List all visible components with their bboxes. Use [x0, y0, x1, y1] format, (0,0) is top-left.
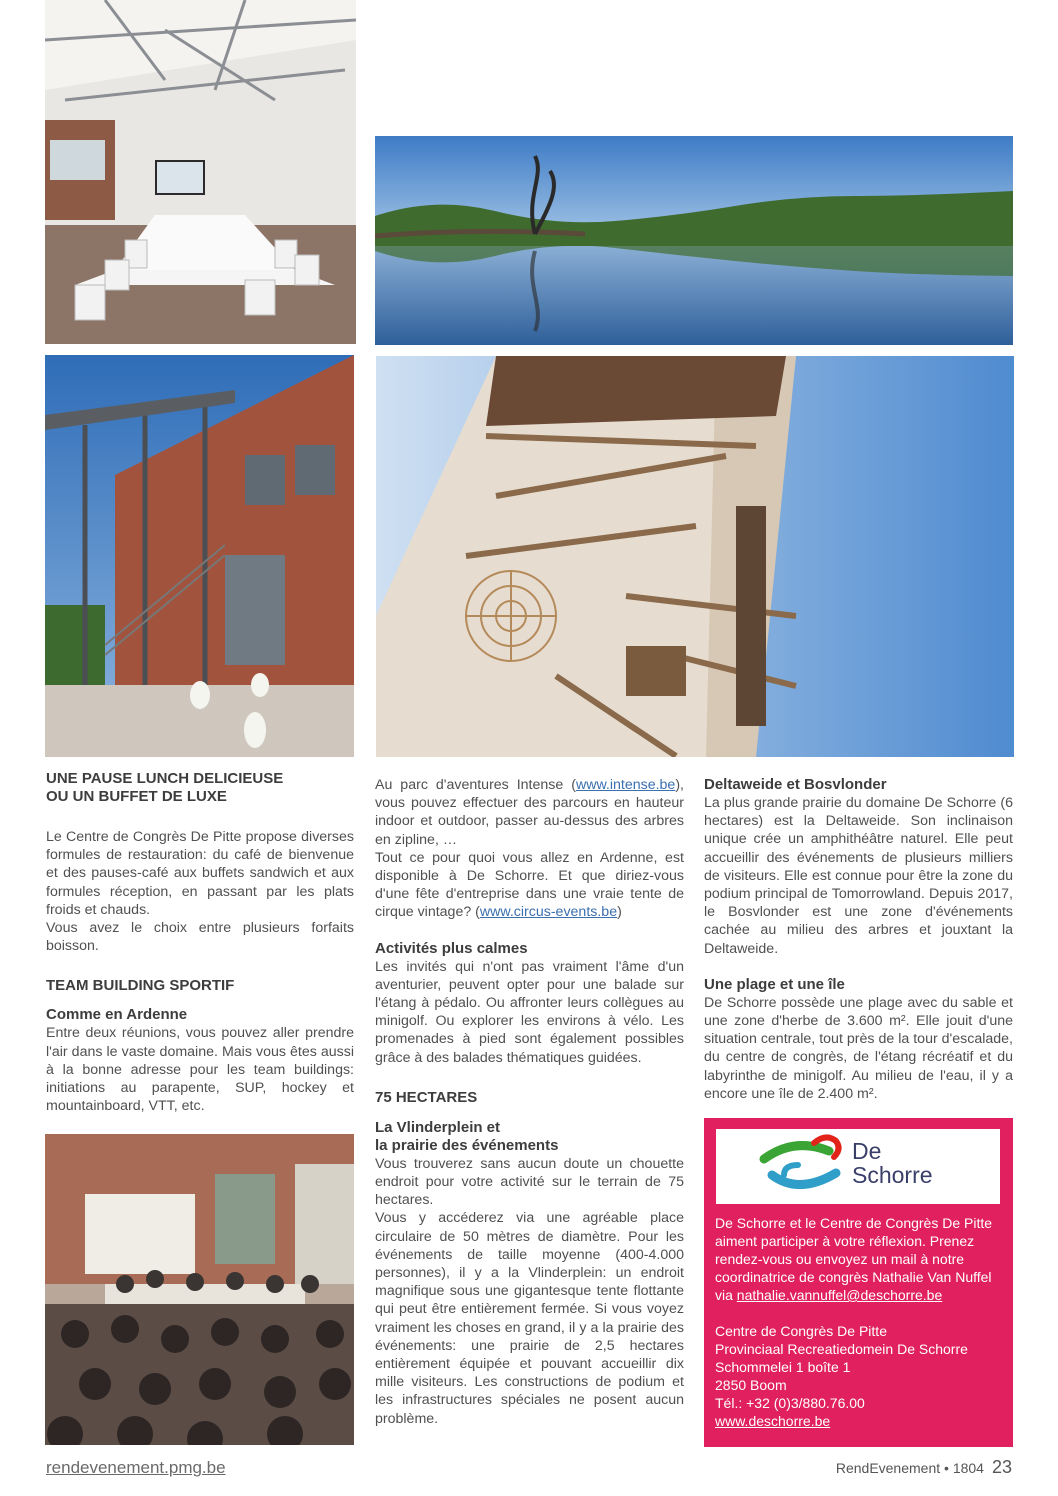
footer-magazine-info — [836, 1457, 1012, 1478]
de-schorre-logo — [716, 1129, 1000, 1204]
address-line-3: Schommelei 1 boîte 1 — [715, 1359, 851, 1375]
contact-invitation-text: De Schorre et le Centre de Congrès De Pitte aiment participer à votre réflexion. Prenez rendez-vous ou envoyez un mail à notre coordinatrice de congrès Nathalie Van Nuffel via — [715, 1215, 993, 1303]
subheading-vlinderplein-line1: La Vlinderplein et — [375, 1118, 501, 1136]
link-circus-events[interactable]: www.circus-events.be — [479, 904, 618, 921]
paragraph-intense-text-b: ), vous pouvez effectuer des parcours en hauteur indoor et outdoor, passer au-dessus des arbres en zipline, … — [375, 777, 684, 848]
paragraph-terrain: Vous trouverez sans aucun doute un chouette endroit pour votre activité sur le terrain de 75 hectares. — [375, 1155, 684, 1209]
building-photo — [45, 355, 354, 757]
paragraph-team-building: Entre deux réunions, vous pouvez aller prendre l'air dans le vaste domaine. Mais vous êtes aussi à la bonne adresse pour les team buildings: initiations au parapente, SUP, hockey et mountainboard, VTT, etc. — [46, 1025, 354, 1115]
subheading-vlinderplein-line2: la prairie des événements — [375, 1136, 559, 1154]
heading-team-building: TEAM BUILDING SPORTIF — [46, 977, 235, 995]
climbing-tower-photo — [376, 356, 1014, 757]
subheading-ardenne: Comme en Ardenne — [46, 1006, 188, 1024]
footer-site-link[interactable]: rendevenement.pmg.be — [46, 1458, 226, 1477]
heading-deltaweide: Deltaweide et Bosvlonder — [704, 776, 887, 793]
heading-activites: Activités plus calmes — [375, 939, 528, 957]
paragraph-intense — [375, 776, 684, 849]
phone-number: Tél.: +32 (0)3/880.76.00 — [715, 1395, 865, 1411]
address-line-1: Centre de Congrès De Pitte — [715, 1323, 887, 1339]
conference-photo — [45, 1134, 354, 1445]
paragraph-deltaweide: La plus grande prairie du domaine De Schorre (6 hectares) est la Deltaweide. Son inclinaison unique crée un amphithéâtre naturel. Elle peut accueillir des événements de plusieurs milliers de visiteurs. Elle est connue pour être la zone du podium principal de Tomorrowland. Depuis 2017, le Bosvlonder est une zone d'événements cachée au milieu des arbres et jouxtant la Deltaweide. — [704, 795, 1013, 957]
column-2 — [375, 776, 684, 1428]
paragraph-circus-text-b: ) — [617, 904, 622, 921]
contact-text — [715, 1214, 1005, 1430]
paragraph-restauration: Le Centre de Congrès De Pitte propose diverses formules de restauration: du café de bienvenue et des pauses-café aux buffets sandwich et aux formules réception, en passant par les plats froids et chauds. — [46, 829, 354, 918]
contact-invitation — [715, 1214, 1005, 1304]
de-schorre-logo-mark-icon — [754, 1129, 854, 1204]
link-intense[interactable]: www.intense.be — [575, 777, 676, 793]
lake-photo — [375, 136, 1013, 345]
paragraph-intense-text-a: Au parc d'aventures Intense ( — [375, 777, 576, 793]
logo-word-schorre: Schorre — [852, 1162, 933, 1188]
heading-lunch-line2: OU UN BUFFET DE LUXE — [46, 788, 227, 805]
heading-lunch-line1: UNE PAUSE LUNCH DELICIEUSE — [46, 770, 284, 787]
heading-plage: Une plage et une île — [704, 975, 845, 993]
meeting-room-photo — [45, 0, 356, 344]
column-1 — [46, 770, 354, 1115]
paragraph-vlinderplein: Vous y accéderez via une agréable place circulaire de 50 mètres de diamètre. Pour les événements de taille moyenne (400-4.000 personnes), il y a la Vlinderplein: un endroit magnifique sous une gigantesque tente flottante qui peut être entièrement fermée. Si vous voyez vraiment les choses en grand, il y a la prairie des événements: une prairie de 2,5 hectares entièrement équipée et pouvant accueillir dix mille visiteurs. Les constructions de podium et les infrastructures spéciales ne posent aucun problème. — [375, 1210, 684, 1427]
heading-hectares: 75 HECTARES — [375, 1088, 478, 1106]
paragraph-circus-text-a: Tout ce pour quoi vous allez en Ardenne, est disponible à De Schorre. Et que diriez-vous d'une fête d'entreprise dans une vraie tente de cirque vintage? ( — [375, 849, 684, 921]
address-line-2: Provinciaal Recreatiedomein De Schorre — [715, 1341, 968, 1357]
page-number: 23 — [991, 1457, 1012, 1477]
paragraph-forfaits: Vous avez le choix entre plusieurs forfaits boisson. — [46, 920, 354, 955]
logo-word-de: De — [852, 1138, 882, 1164]
column-3 — [704, 776, 1013, 1103]
paragraph-plage: De Schorre possède une plage avec du sable et une zone d'herbe de 3.600 m². Elle jouit d'une situation centrale, tout près de la tour d'escalade, du centre de congrès, de l'étang récréatif et du labyrinthe de minigolf. Au milieu de l'eau, il y a encore une île de 2.400 m². — [704, 994, 1013, 1102]
contact-email-link[interactable]: nathalie.vannuffel@deschorre.be — [736, 1287, 943, 1303]
footer-magazine: RendEvenement • 1804 — [835, 1460, 984, 1476]
paragraph-activites: Les invités qui n'ont pas vraiment l'âme d'un aventurier, peuvent opter pour une balade sur l'étang à pédalo. Ou affronter leurs collègues au minigolf. Ou explorer les environs à vélo. Les promenades à pied sont également possibles grâce à des balades thématiques guidées. — [375, 958, 684, 1066]
contact-box — [704, 1118, 1013, 1447]
website-link[interactable]: www.deschorre.be — [715, 1413, 831, 1429]
address-line-4: 2850 Boom — [715, 1377, 787, 1393]
paragraph-circus — [375, 849, 684, 922]
logo-wordmark — [852, 1139, 933, 1187]
